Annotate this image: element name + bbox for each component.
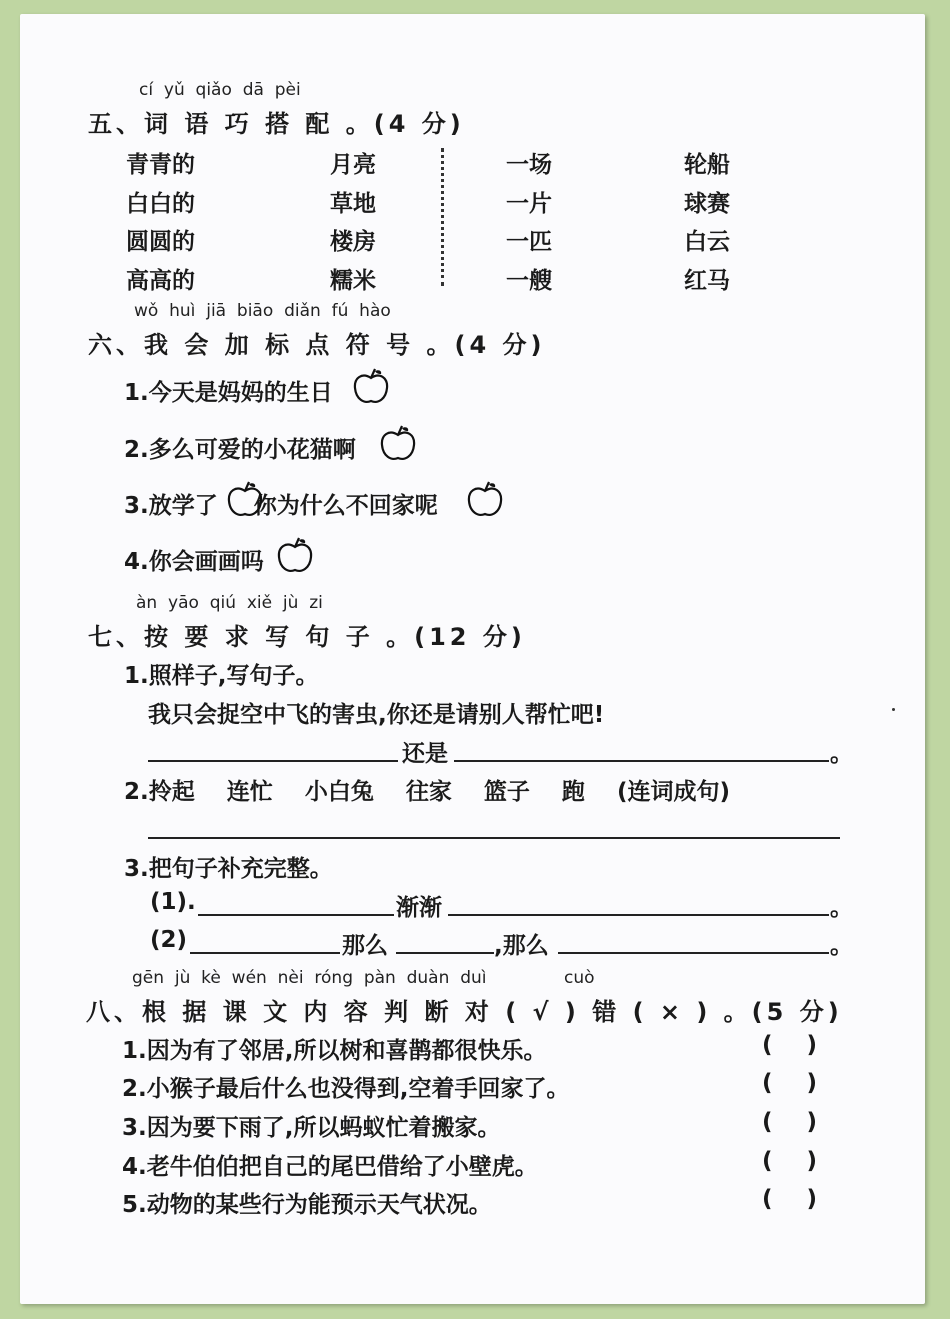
pinyin-syllable: pàn xyxy=(363,968,396,988)
q3-part2-label: (2) xyxy=(150,927,188,953)
pinyin-syllable: qiú xyxy=(209,593,237,613)
item-text: 你为什么不回家呢 xyxy=(253,493,438,519)
pinyin-syllable: wén xyxy=(231,968,267,988)
pinyin-syllable: diǎn xyxy=(284,301,321,321)
item-number: 3. xyxy=(122,1115,147,1141)
item-number: 3. xyxy=(124,493,149,519)
judge-item-1 xyxy=(122,1032,547,1065)
punct-item-2 xyxy=(124,431,356,464)
item-number: 5. xyxy=(122,1192,147,1218)
pinyin-syllable: róng xyxy=(314,968,353,988)
pinyin-syllable: dā xyxy=(242,80,264,100)
q3-part1-label xyxy=(150,889,196,915)
answer-blank[interactable] xyxy=(148,837,840,839)
pinyin-syllable: yǔ xyxy=(163,80,185,100)
word-card: 连忙 xyxy=(226,779,273,805)
pinyin-syllable: duàn xyxy=(406,968,450,988)
q2-note: (连词成句) xyxy=(616,779,730,805)
item-text: 放学了 xyxy=(148,493,218,519)
punct-item-1 xyxy=(124,374,333,407)
answer-paren[interactable]: () xyxy=(762,1148,852,1174)
word-card: 篮子 xyxy=(483,779,530,805)
section8-title: 八、根 据 课 文 内 容 判 断 对 ( √ ) 错 ( × ) 。(5 分) xyxy=(86,998,843,1026)
section5-title: 五、词 语 巧 搭 配 。(4 分) xyxy=(88,110,465,138)
judge-item-5 xyxy=(122,1186,492,1219)
item-number: 2. xyxy=(124,779,149,805)
answer-blank[interactable] xyxy=(190,952,340,954)
pinyin-syllable: àn xyxy=(136,593,158,613)
pinyin-syllable: fú xyxy=(331,301,349,321)
answer-paren[interactable]: () xyxy=(762,1186,852,1212)
match-left-b-1: 月亮 xyxy=(330,152,376,178)
match-left-a-3: 圆圆的 xyxy=(126,229,195,255)
q3-part1-period: 。 xyxy=(830,895,853,921)
item-text: 因为要下雨了,所以蚂蚁忙着搬家。 xyxy=(146,1115,501,1141)
pinyin-syllable: biāo xyxy=(236,301,274,321)
section8-pinyin xyxy=(132,968,486,988)
word-card: 跑 xyxy=(561,779,585,805)
pinyin-syllable: pèi xyxy=(274,80,301,100)
pinyin-syllable: nèi xyxy=(277,968,304,988)
item-number: 1. xyxy=(124,663,149,689)
match-right-b-2: 球赛 xyxy=(684,191,730,217)
item-text: 把句子补充完整。 xyxy=(148,856,333,882)
pinyin-syllable: cí xyxy=(139,80,154,100)
item-number: 2. xyxy=(122,1076,147,1102)
word-card: 往家 xyxy=(405,779,452,805)
item-number: 1. xyxy=(122,1038,147,1064)
q3-instruction xyxy=(124,850,333,883)
pinyin-syllable: gēn xyxy=(132,968,165,988)
item-number: 2. xyxy=(124,437,149,463)
match-left-a-4: 高高的 xyxy=(126,268,195,294)
answer-blank[interactable] xyxy=(148,760,398,762)
item-text: 老牛伯伯把自己的尾巴借给了小壁虎。 xyxy=(146,1154,538,1180)
pinyin-syllable: yāo xyxy=(168,593,199,613)
item-text: 因为有了邻居,所以树和喜鹊都很快乐。 xyxy=(146,1038,547,1064)
q3-part2-word2: ,那么 xyxy=(494,933,549,959)
match-right-a-1: 一场 xyxy=(506,152,552,178)
pinyin-syllable: kè xyxy=(201,968,221,988)
answer-blank[interactable] xyxy=(396,952,494,954)
item-text: 多么可爱的小花猫啊 xyxy=(148,437,356,463)
match-left-b-3: 楼房 xyxy=(330,229,376,255)
judge-item-3 xyxy=(122,1109,501,1142)
word-card: 拎起 xyxy=(148,779,195,805)
pinyin-syllable: hào xyxy=(359,301,391,321)
item-number: 4. xyxy=(122,1154,147,1180)
pinyin-syllable: xiě xyxy=(246,593,273,613)
pinyin-syllable: qiǎo xyxy=(195,80,232,100)
item-number: 3. xyxy=(124,856,149,882)
pinyin-syllable: zi xyxy=(309,593,323,613)
section7-title: 七、按 要 求 写 句 子 。(12 分) xyxy=(88,623,526,651)
match-left-a-2: 白白的 xyxy=(126,191,195,217)
pinyin-syllable: huì xyxy=(169,301,196,321)
judge-item-4 xyxy=(122,1148,538,1181)
match-left-b-4: 糯米 xyxy=(330,268,376,294)
q2-words xyxy=(124,773,730,806)
answer-paren[interactable]: () xyxy=(762,1070,852,1096)
match-right-b-3: 白云 xyxy=(684,229,730,255)
answer-paren[interactable]: () xyxy=(762,1109,852,1135)
match-right-a-2: 一片 xyxy=(506,191,552,217)
q1-connector: 还是 xyxy=(402,741,448,767)
pinyin-syllable: jù xyxy=(174,968,191,988)
item-text: 照样子,写句子。 xyxy=(148,663,319,689)
item-text: 动物的某些行为能预示天气状况。 xyxy=(146,1192,492,1218)
match-right-a-3: 一匹 xyxy=(506,229,552,255)
judge-item-2 xyxy=(122,1070,570,1103)
q3-part1-word: 渐渐 xyxy=(396,895,442,921)
section7-pinyin xyxy=(136,593,323,613)
item-number: 1. xyxy=(124,380,149,406)
dotted-separator xyxy=(441,148,444,286)
apple-outline-icon[interactable] xyxy=(352,366,390,406)
match-left-a-1: 青青的 xyxy=(126,152,195,178)
answer-blank[interactable] xyxy=(454,760,829,762)
part-dot: . xyxy=(187,889,196,915)
item-number: 4. xyxy=(124,549,149,575)
pinyin-syllable: jù xyxy=(282,593,299,613)
match-left-b-2: 草地 xyxy=(330,191,376,217)
apple-outline-icon[interactable] xyxy=(466,479,504,519)
q1-instruction xyxy=(124,657,319,690)
pinyin-syllable: jiā xyxy=(206,301,227,321)
worksheet-page xyxy=(20,14,925,1304)
section6-pinyin xyxy=(134,301,391,321)
section6-title: 六、我 会 加 标 点 符 号 。(4 分) xyxy=(88,331,546,359)
match-right-b-4: 红马 xyxy=(684,268,730,294)
item-text: 小猴子最后什么也没得到,空着手回家了。 xyxy=(146,1076,570,1102)
punct-item-3 xyxy=(124,487,438,520)
q3-part2-period: 。 xyxy=(830,933,853,959)
pinyin-syllable: wǒ xyxy=(134,301,159,321)
part-label: (1) xyxy=(150,889,188,915)
section5-pinyin xyxy=(139,80,301,100)
q1-sample-sentence: 我只会捉空中飞的害虫,你还是请别人帮忙吧! xyxy=(148,702,605,728)
q1-period: 。 xyxy=(830,741,853,767)
section8-pinyin-cuo: cuò xyxy=(564,968,595,988)
apple-outline-icon[interactable] xyxy=(276,535,314,575)
match-right-a-4: 一艘 xyxy=(506,268,552,294)
apple-outline-icon[interactable] xyxy=(379,423,417,463)
answer-blank[interactable] xyxy=(198,914,394,916)
pinyin-syllable: duì xyxy=(460,968,487,988)
punct-item-4 xyxy=(124,543,264,576)
word-card: 小白兔 xyxy=(304,779,374,805)
apple-outline-icon[interactable] xyxy=(226,479,264,519)
item-text: 你会画画吗 xyxy=(148,549,264,575)
answer-paren[interactable]: () xyxy=(762,1032,852,1058)
q3-part2-word1: 那么 xyxy=(342,933,388,959)
match-right-b-1: 轮船 xyxy=(684,152,730,178)
paper-speck xyxy=(892,708,895,711)
answer-blank[interactable] xyxy=(448,914,829,916)
answer-blank[interactable] xyxy=(558,952,829,954)
item-text: 今天是妈妈的生日 xyxy=(148,380,333,406)
